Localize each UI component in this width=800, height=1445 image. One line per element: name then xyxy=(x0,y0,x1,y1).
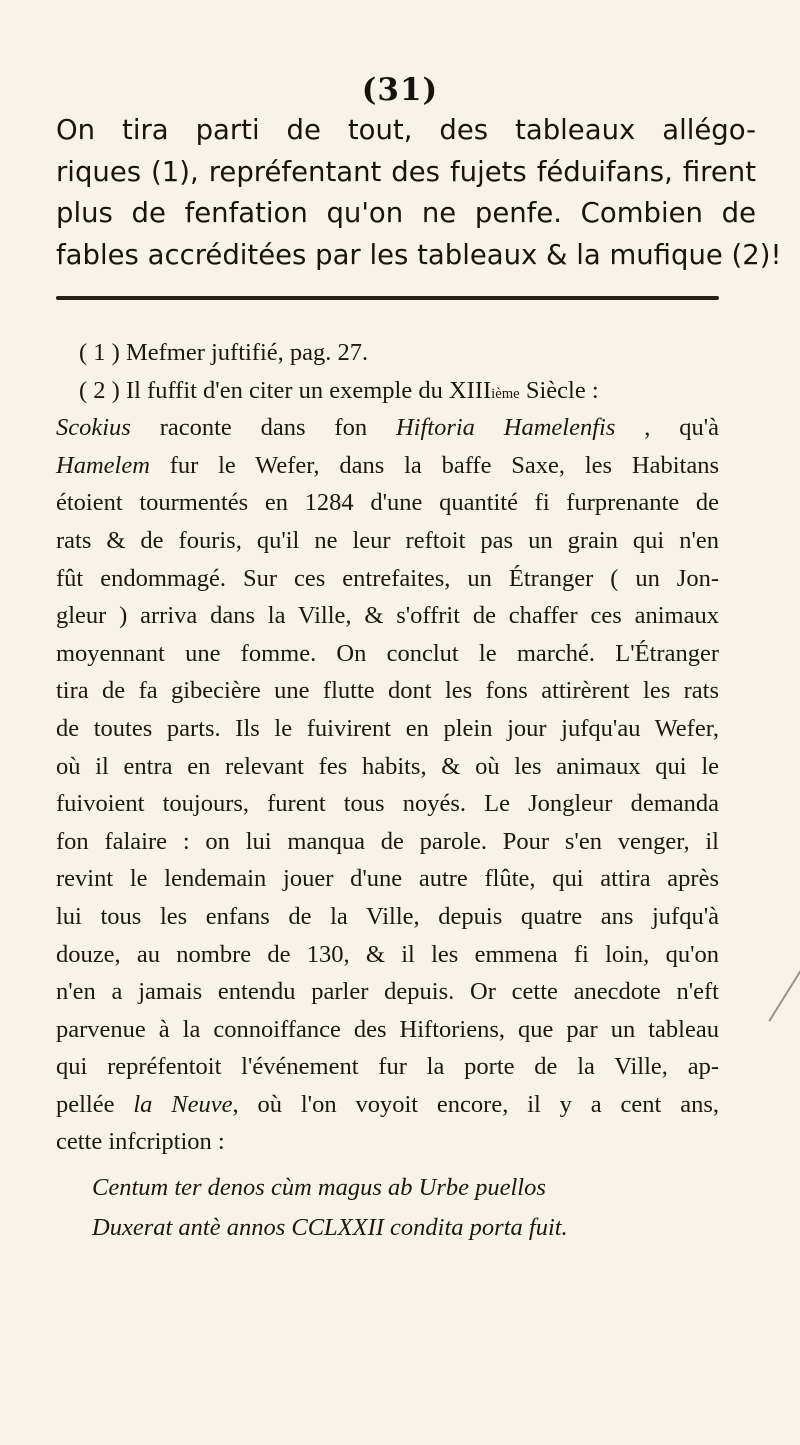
latin-inscription xyxy=(92,1168,732,1248)
text-run: raconte dans fon xyxy=(130,414,396,442)
footnote-line: gleur ) arriva dans la Ville, & s'offrit de chaffer ces animaux xyxy=(56,602,719,630)
footnote-2-intro: ( 2 ) Il fuffit d'en citer un exemple du XIII xyxy=(79,376,492,404)
footnote-line: qui repréfentoit l'événement fur la porte de la Ville, ap- xyxy=(56,1053,719,1081)
footnote-line: de toutes parts. Ils le fuivirent en plein jour jufqu'au Wefer, xyxy=(56,714,719,742)
footnote-2-siecle: Siècle : xyxy=(519,376,599,404)
body-line: riques (1), repréfentant des fujets féduifans, firent xyxy=(56,155,756,188)
footnote-separator-rule xyxy=(56,296,719,300)
page-number: (31) xyxy=(361,72,439,108)
body-line: plus de fenfation qu'on ne penfe. Combien de xyxy=(56,197,756,229)
footnote-line: douze, au nombre de 130, & il les emmena fi loin, qu'on xyxy=(56,940,719,968)
footnote-line: étoient tourmentés en 1284 d'une quantité fi furprenante de xyxy=(56,489,719,517)
book-title-historia: Hiftoria Hamelenfis xyxy=(395,414,616,442)
inscription-line: Duxerat antè annos CCLXXII condita porta fuit. xyxy=(92,1214,568,1241)
footnote-line: fuivoient toujours, furent tous noyés. Le Jongleur demanda xyxy=(56,790,719,818)
footnote-line: lui tous les enfans de la Ville, depuis quatre ans jufqu'à xyxy=(56,902,719,930)
footnote-line: fon falaire : on lui manqua de parole. Pour s'en venger, il xyxy=(56,827,719,855)
text-run: pellée xyxy=(56,1090,134,1118)
footnote-line: revint le lendemain jouer d'une autre flûte, qui attira après xyxy=(56,865,719,893)
text-run: fur le Wefer, dans la baffe Saxe, les Habitans xyxy=(149,451,719,479)
footnote-line: cette infcription : xyxy=(56,1128,225,1156)
footnote-line xyxy=(56,1086,719,1124)
margin-pencil-mark xyxy=(768,944,800,1021)
footnotes xyxy=(56,334,719,1161)
footnote-line: où il entra en relevant fes habits, & où les animaux qui le xyxy=(56,752,719,780)
place-name-hamelem: Hamelem xyxy=(56,451,150,479)
text-run: , où l'on voyoit encore, il y a cent ans, xyxy=(232,1090,719,1118)
footnote-1: ( 1 ) Mefmer juftifié, pag. 27. xyxy=(79,339,369,366)
footnote-line: fût endommagé. Sur ces entrefaites, un Étranger ( un Jon- xyxy=(56,564,719,592)
superscript-ieme: ième xyxy=(491,385,520,402)
body-line: On tira parti de tout, des tableaux allégo- xyxy=(56,114,756,146)
inscription-line: Centum ter denos cùm magus ab Urbe puellos xyxy=(92,1174,546,1201)
body-line: fables accréditées par les tableaux & la mufique (2)! xyxy=(56,238,782,271)
footnote-line: moyennant une fomme. On conclut le marché. L'Étranger xyxy=(56,639,719,667)
footnote-line: parvenue à la connoiffance des Hiftoriens, que par un tableau xyxy=(56,1015,719,1043)
author-name-scokius: Scokius xyxy=(56,414,131,442)
footnote-2-first-line xyxy=(79,372,719,410)
footnote-line xyxy=(56,409,719,447)
footnote-line: rats & de fouris, qu'il ne leur reftoit pas un grain qui n'en xyxy=(56,526,719,554)
main-paragraph xyxy=(56,110,782,276)
footnote-line: n'en a jamais entendu parler depuis. Or cette anecdote n'eft xyxy=(56,978,719,1006)
gate-name-la-neuve: la Neuve xyxy=(133,1090,233,1118)
footnote-line: tira de fa gibecière une flutte dont les fons attirèrent les rats xyxy=(56,677,719,705)
text-run: , qu'à xyxy=(615,414,720,442)
footnote-line xyxy=(56,447,719,485)
